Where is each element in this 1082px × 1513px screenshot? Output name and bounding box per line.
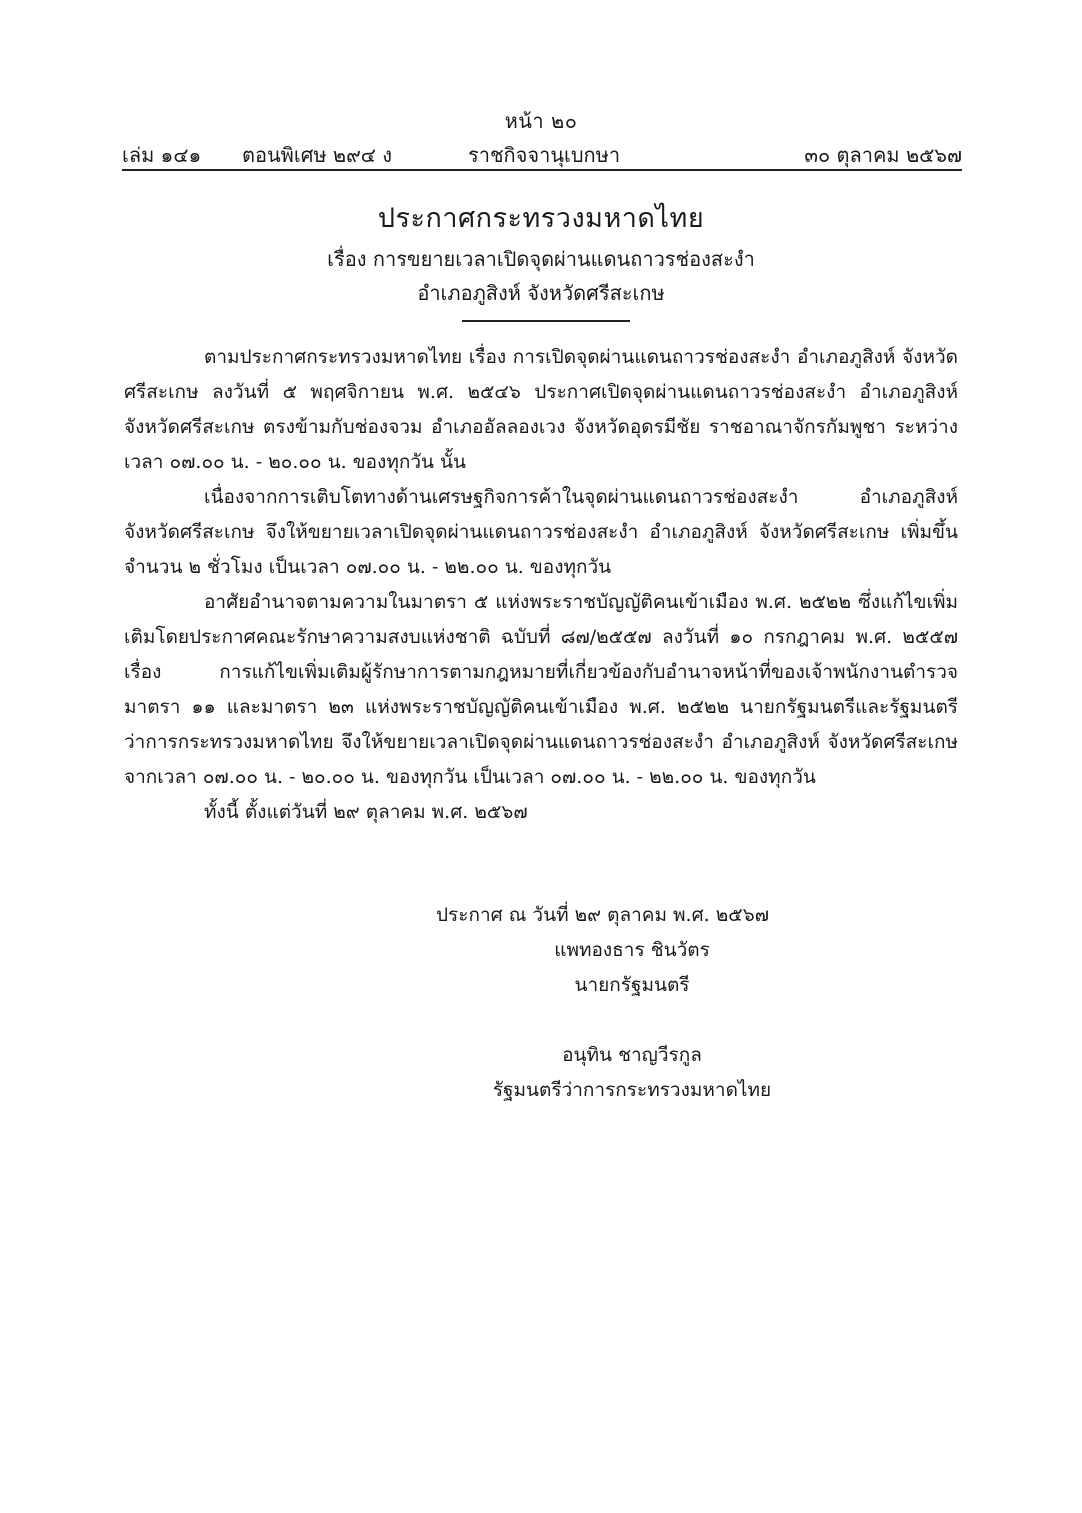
body-paragraph-4: ทั้งนี้ ตั้งแต่วันที่ ๒๙ ตุลาคม พ.ศ. ๒๕๖๗: [204, 801, 528, 823]
signer-2-name: อนุทิน ชาญวีรกูล: [562, 1044, 702, 1066]
publication-date: ๓๐ ตุลาคม ๒๕๖๗: [804, 143, 962, 167]
title-divider: [462, 320, 630, 322]
subject-line-1: เรื่อง การขยายเวลาเปิดจุดผ่านแดนถาวรช่องสะงำ: [327, 247, 755, 271]
gazette-name: ราชกิจจานุเบกษา: [468, 143, 621, 167]
signer-1-position: นายกรัฐมนตรี: [574, 974, 690, 996]
issue-number: ตอนพิเศษ ๒๙๔ ง: [242, 143, 393, 167]
signer-1-name: แพทองธาร ชินวัตร: [554, 939, 710, 961]
document-title: ประกาศกระทรวงมหาดไทย: [377, 203, 705, 234]
body-paragraph-3: อาศัยอำนาจตามความในมาตรา ๕ แห่งพระราชบัญญัติคนเข้าเมือง พ.ศ. ๒๕๒๒ ซึ่งแก้ไขเพิ่มเติมโดยประกาศคณะรักษาความสงบแห่งชาติ ฉบับที่ ๘๗/๒๕๕๗ ลงวันที่ ๑๐ กรกฎาคม พ.ศ. ๒๕๕๗ เรื่อง การแก้ไขเพิ่มเติมผู้รักษาการตามกฎหมายที่เกี่ยวข้องกับอำนาจหน้าที่ของเจ้าพนักงานตำรวจ มาตรา ๑๑ และมาตรา ๒๓ แห่งพระราชบัญญัติคนเข้าเมือง พ.ศ. ๒๕๒๒ นายกรัฐมนตรีและรัฐมนตรีว่าการกระทรวงมหาดไทย จึงให้ขยายเวลาเปิดจุดผ่านแดนถาวรช่องสะงำ อำเภอภูสิงห์ จังหวัดศรีสะเกษ จากเวลา ๐๗.๐๐ น. - ๒๐.๐๐ น. ของทุกวัน เป็นเวลา ๐๗.๐๐ น. - ๒๒.๐๐ น. ของทุกวัน: [124, 591, 958, 788]
page-number: หน้า ๒๐: [504, 109, 578, 133]
gazette-header: [122, 139, 962, 169]
body-paragraph-2: เนื่องจากการเติบโตทางด้านเศรษฐกิจการค้าในจุดผ่านแดนถาวรช่องสะงำ อำเภอภูสิงห์ จังหวัดศรีสะเกษ จึงให้ขยายเวลาเปิดจุดผ่านแดนถาวรช่องสะงำ อำเภอภูสิงห์ จังหวัดศรีสะเกษ เพิ่มขึ้นจำนวน ๒ ชั่วโมง เป็นเวลา ๐๗.๐๐ น. - ๒๒.๐๐ น. ของทุกวัน: [124, 486, 958, 578]
document-body: [124, 340, 958, 830]
body-paragraph-1: ตามประกาศกระทรวงมหาดไทย เรื่อง การเปิดจุดผ่านแดนถาวรช่องสะงำ อำเภอภูสิงห์ จังหวัดศรีสะเกษ ลงวันที่ ๕ พฤศจิกายน พ.ศ. ๒๕๔๖ ประกาศเปิดจุดผ่านแดนถาวรช่องสะงำ อำเภอภูสิงห์ จังหวัดศรีสะเกษ ตรงข้ามกับช่องจวม อำเภออัลลองเวง จังหวัดอุดรมีชัย ราชอาณาจักรกัมพูชา ระหว่างเวลา ๐๗.๐๐ น. - ๒๐.๐๐ น. ของทุกวัน นั้น: [124, 346, 958, 473]
document-subject: [0, 242, 1082, 310]
subject-line-2: อำเภอภูสิงห์ จังหวัดศรีสะเกษ: [417, 281, 665, 305]
volume-number: เล่ม ๑๔๑: [122, 143, 202, 167]
header-divider: [122, 169, 962, 171]
signer-2-position: รัฐมนตรีว่าการกระทรวงมหาดไทย: [492, 1079, 772, 1101]
proclamation-date: ประกาศ ณ วันที่ ๒๙ ตุลาคม พ.ศ. ๒๕๖๗: [436, 904, 769, 926]
